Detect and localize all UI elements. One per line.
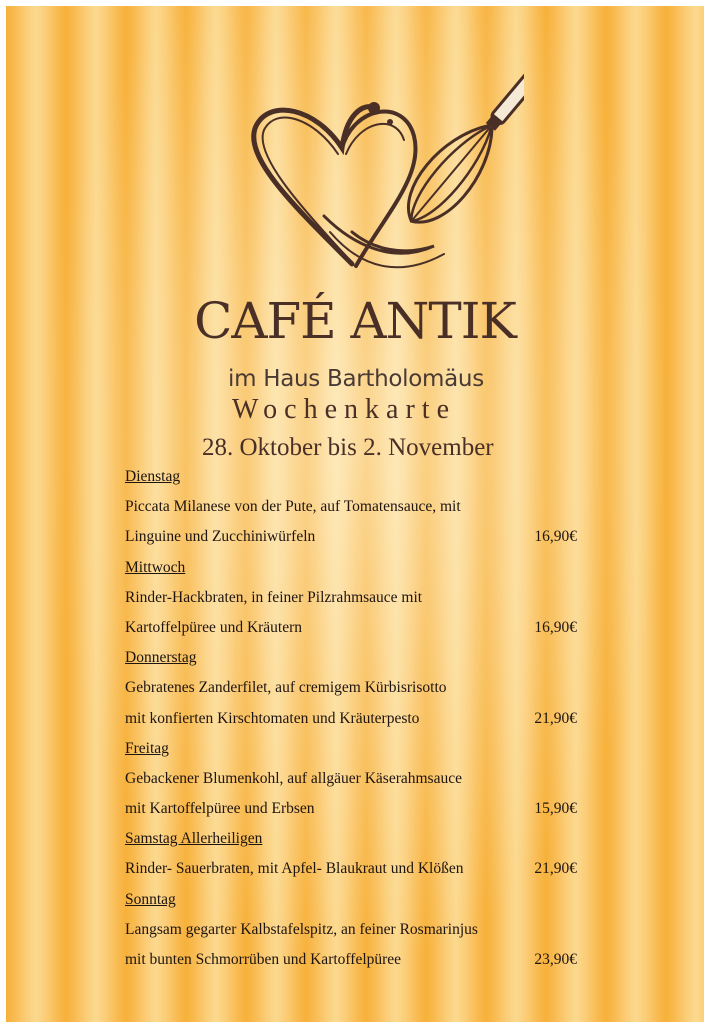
menu-page: [6, 6, 704, 1022]
weekly-menu: [125, 462, 585, 975]
dish-line: Rinder-Hackbraten, in feiner Pilzrahmsauce mit: [125, 588, 423, 606]
dish-price: 16,90€: [534, 618, 577, 636]
dish-line: mit Kartoffelpüree und Erbsen 15,90€: [125, 794, 585, 824]
dish-line: Gebackener Blumenkohl, auf allgäuer Käserahmsauce: [125, 769, 462, 787]
day-heading: Samstag Allerheiligen: [125, 830, 263, 848]
dish-price: 23,90€: [534, 951, 577, 968]
dish-line: mit konfierten Kirschtomaten und Kräuterpesto 21,90€: [125, 704, 585, 734]
cafe-subtitle: im Haus Bartholomäus: [228, 366, 484, 392]
dish-line: mit bunten Schmorrüben und Kartoffelpüree 23,90€: [125, 945, 585, 975]
cafe-title: CAFÉ ANTIK: [194, 292, 516, 350]
dish-price: 16,90€: [534, 528, 577, 546]
dish-line: Gebratenes Zanderfilet, auf cremigem Kürbisrisotto: [125, 679, 447, 697]
day-heading: Dienstag: [125, 468, 181, 485]
day-heading: Freitag: [125, 739, 169, 757]
day-heading: Sonntag: [125, 890, 176, 908]
dish-line: Langsam gegarter Kalbstafelspitz, an feiner Rosmarinjus: [125, 920, 478, 938]
dish-price: 21,90€: [534, 709, 577, 727]
dish-line: Kartoffelpüree und Kräutern 16,90€: [125, 613, 585, 643]
dish-price: 15,90€: [534, 800, 577, 818]
dish-line: Rinder- Sauerbraten, mit Apfel- Blaukraut und Klößen 21,90€: [125, 854, 585, 884]
dish-line: Piccata Milanese von der Pute, auf Tomatensauce, mit: [125, 498, 461, 516]
menu-name: Wochenkarte: [232, 394, 456, 425]
dish-line: Linguine und Zucchiniwürfeln 16,90€: [125, 522, 585, 552]
day-heading: Mittwoch: [125, 558, 186, 576]
date-range: 28. Oktober bis 2. November: [202, 434, 494, 461]
heart-whisk-logo-icon: [234, 36, 524, 286]
dish-price: 21,90€: [534, 860, 577, 878]
day-heading: Donnerstag: [125, 649, 197, 667]
